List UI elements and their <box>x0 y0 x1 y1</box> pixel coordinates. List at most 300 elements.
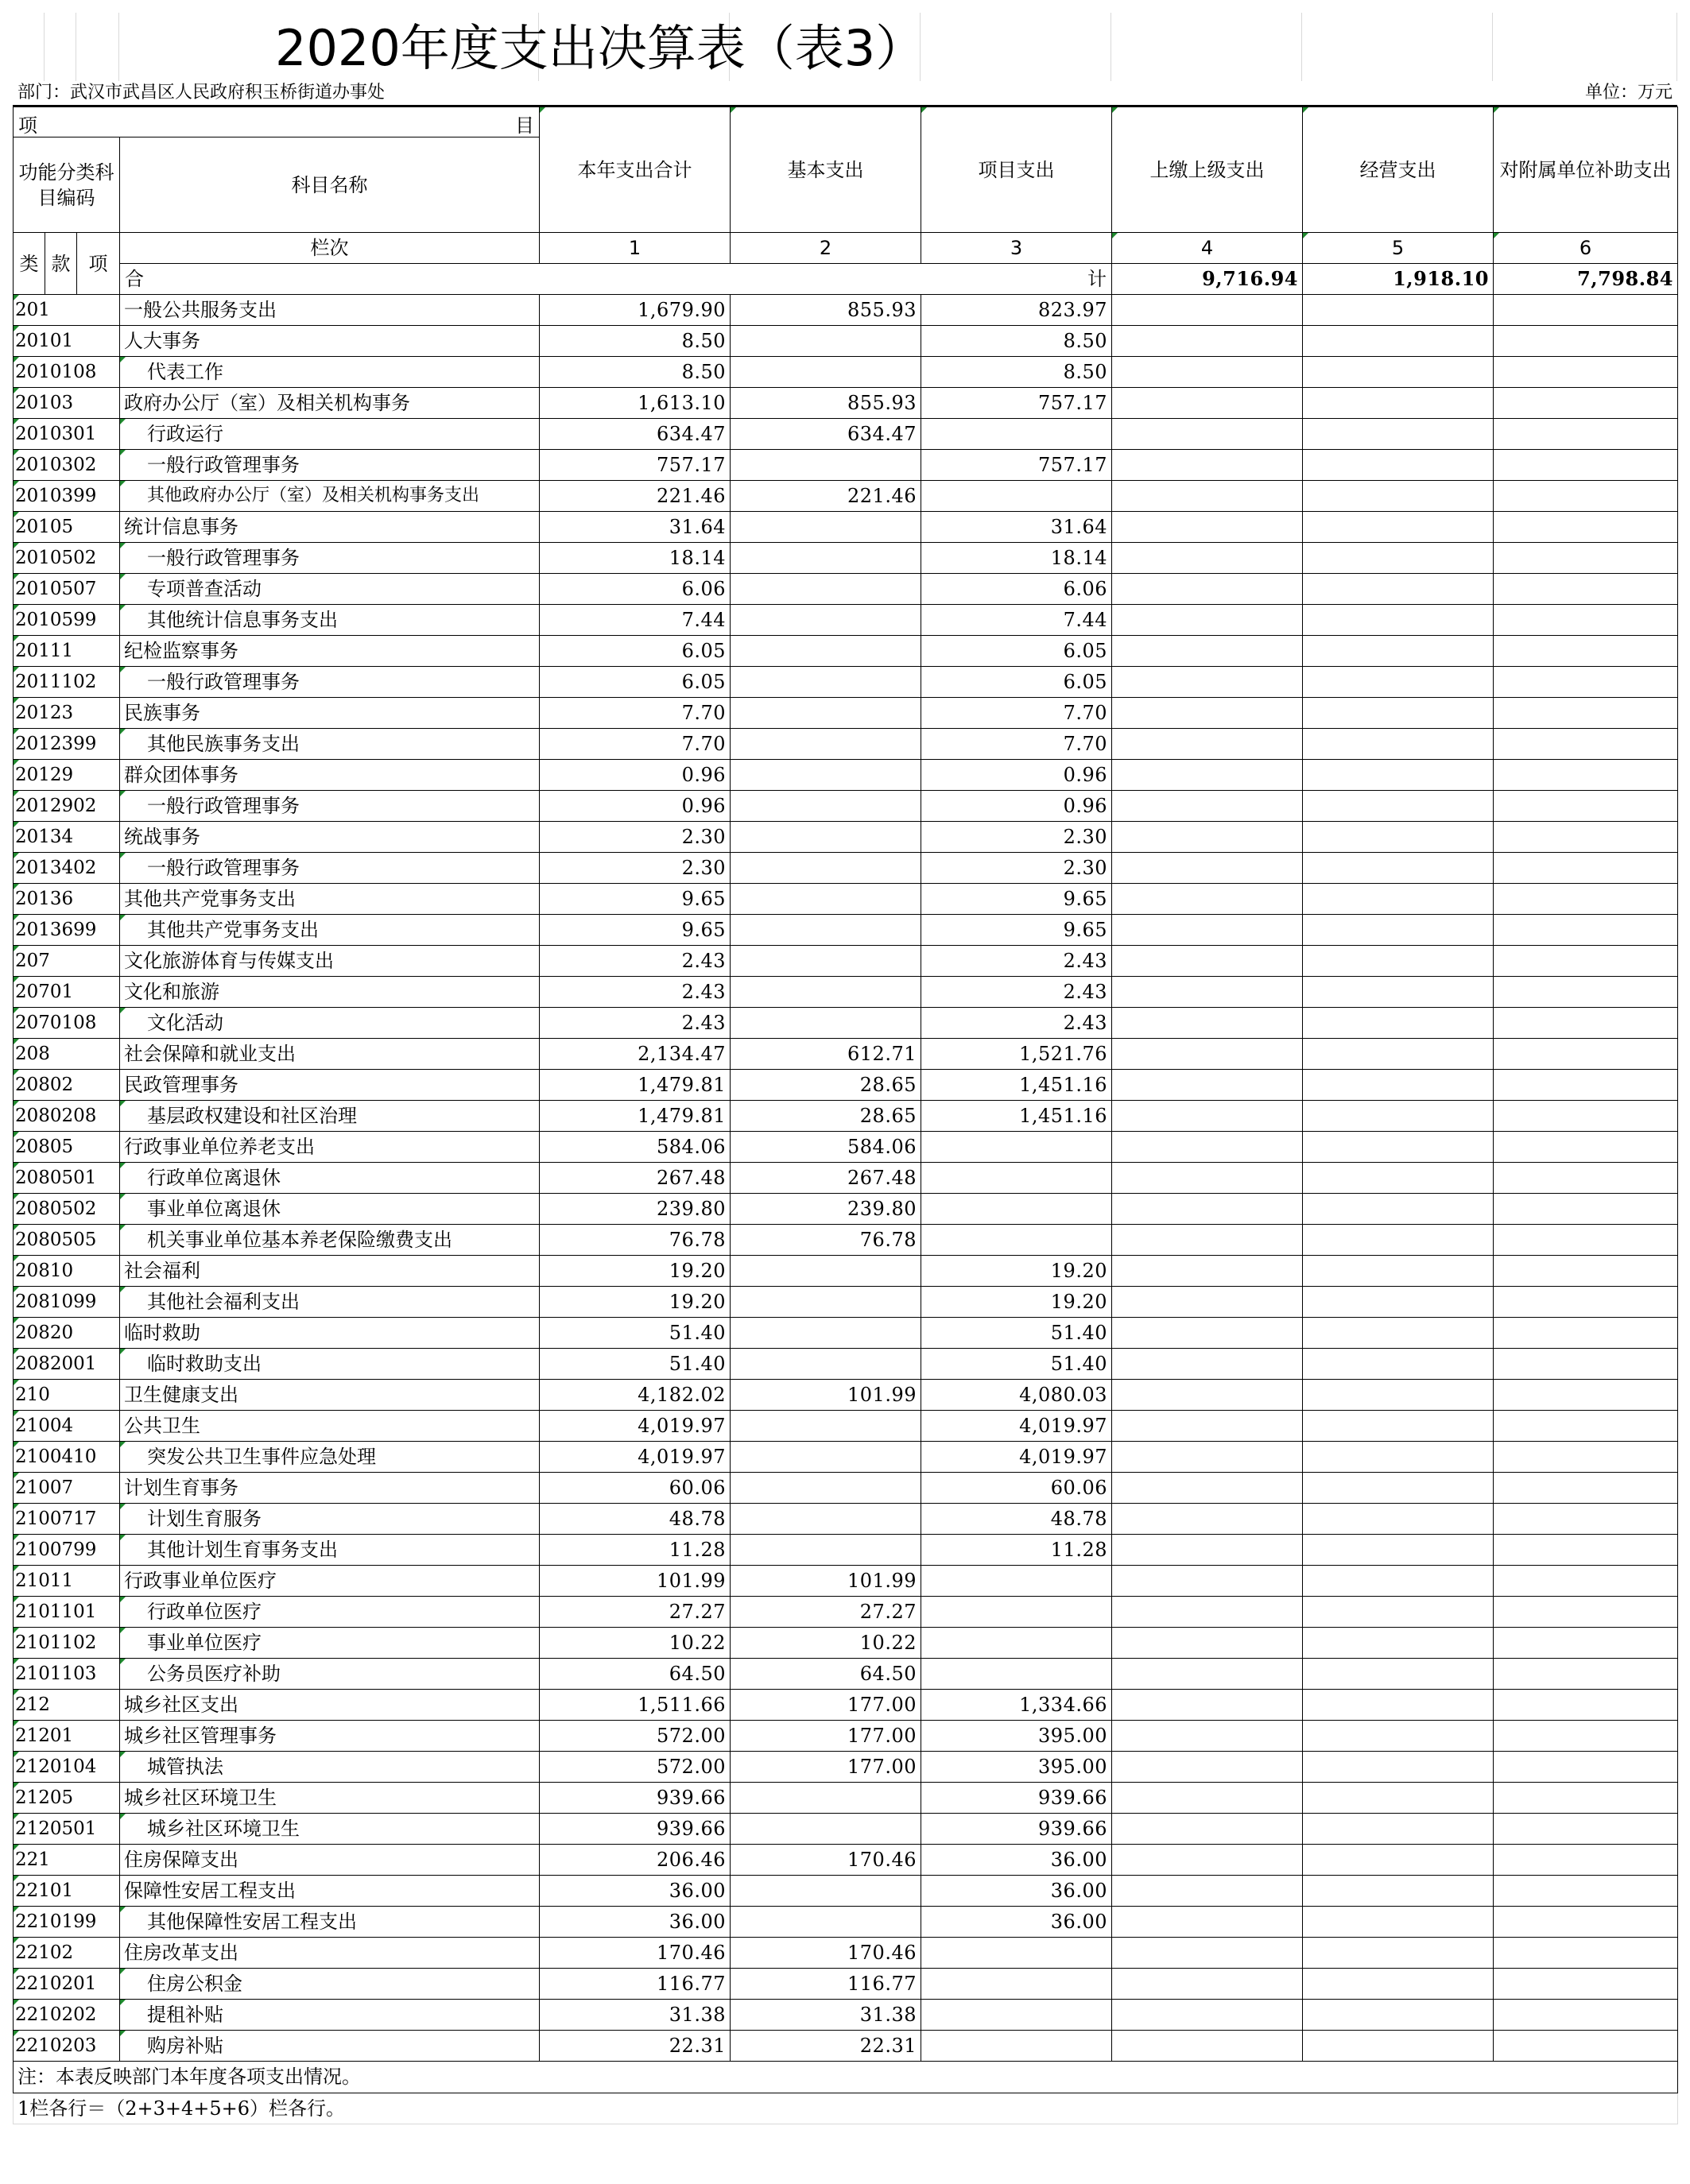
table-row <box>14 853 1678 884</box>
row-basic: 101.99 <box>731 1380 921 1411</box>
row-name: 事业单位医疗 <box>120 1628 540 1659</box>
expenditure-report-sheet <box>13 13 1677 2124</box>
row-name: 住房改革支出 <box>120 1938 540 1969</box>
row-name: 代表工作 <box>120 357 540 388</box>
row-business <box>1303 295 1494 326</box>
row-upper <box>1112 1690 1303 1721</box>
table-row <box>14 1287 1678 1318</box>
row-total: 0.96 <box>540 791 731 822</box>
row-basic <box>731 946 921 977</box>
row-code: 20123 <box>14 698 120 729</box>
header-item-left: 项 <box>18 114 37 137</box>
row-total: 757.17 <box>540 450 731 481</box>
row-name: 文化和旅游 <box>120 977 540 1008</box>
row-subsidy <box>1494 450 1678 481</box>
row-code: 201 <box>14 295 120 326</box>
row-subsidy <box>1494 1442 1678 1473</box>
row-subsidy <box>1494 822 1678 853</box>
row-basic: 31.38 <box>731 2000 921 2031</box>
table-row <box>14 698 1678 729</box>
row-basic: 28.65 <box>731 1101 921 1132</box>
table-row <box>14 1907 1678 1938</box>
table-row <box>14 295 1678 326</box>
row-name: 民族事务 <box>120 698 540 729</box>
row-basic <box>731 1008 921 1039</box>
row-project <box>921 1163 1112 1194</box>
row-basic: 22.31 <box>731 2031 921 2062</box>
row-upper <box>1112 1752 1303 1783</box>
row-name: 行政运行 <box>120 419 540 450</box>
row-name: 其他统计信息事务支出 <box>120 605 540 636</box>
row-total: 2.43 <box>540 977 731 1008</box>
row-subsidy <box>1494 760 1678 791</box>
row-upper <box>1112 1659 1303 1690</box>
row-business <box>1303 698 1494 729</box>
row-code: 2013699 <box>14 915 120 946</box>
row-name: 其他计划生育事务支出 <box>120 1535 540 1566</box>
row-subsidy <box>1494 1876 1678 1907</box>
row-subsidy <box>1494 1845 1678 1876</box>
row-total: 7.70 <box>540 698 731 729</box>
row-project <box>921 1969 1112 2000</box>
row-name: 城乡社区管理事务 <box>120 1721 540 1752</box>
row-business <box>1303 1938 1494 1969</box>
row-upper <box>1112 1101 1303 1132</box>
row-name: 民政管理事务 <box>120 1070 540 1101</box>
row-name: 其他社会福利支出 <box>120 1287 540 1318</box>
table-row <box>14 1473 1678 1504</box>
row-name: 文化活动 <box>120 1008 540 1039</box>
row-code: 20810 <box>14 1256 120 1287</box>
row-code: 210 <box>14 1380 120 1411</box>
row-basic: 76.78 <box>731 1225 921 1256</box>
row-project: 51.40 <box>921 1318 1112 1349</box>
row-business <box>1303 1783 1494 1814</box>
row-basic <box>731 1442 921 1473</box>
row-project: 48.78 <box>921 1504 1112 1535</box>
row-upper <box>1112 1442 1303 1473</box>
row-total: 4,182.02 <box>540 1380 731 1411</box>
row-total: 206.46 <box>540 1845 731 1876</box>
row-project <box>921 481 1112 512</box>
row-total: 18.14 <box>540 543 731 574</box>
row-subsidy <box>1494 1256 1678 1287</box>
row-project: 4,019.97 <box>921 1442 1112 1473</box>
table-row <box>14 822 1678 853</box>
row-code: 2010502 <box>14 543 120 574</box>
row-code: 2210199 <box>14 1907 120 1938</box>
row-total: 267.48 <box>540 1163 731 1194</box>
row-total: 634.47 <box>540 419 731 450</box>
note-row-2 <box>14 2093 1678 2124</box>
row-total: 584.06 <box>540 1132 731 1163</box>
row-total: 6.05 <box>540 667 731 698</box>
row-project: 6.06 <box>921 574 1112 605</box>
row-total: 2.43 <box>540 1008 731 1039</box>
row-basic: 101.99 <box>731 1566 921 1597</box>
row-project: 4,080.03 <box>921 1380 1112 1411</box>
header-col-basic: 基本支出 <box>731 107 921 233</box>
row-subsidy <box>1494 1907 1678 1938</box>
row-name: 其他共产党事务支出 <box>120 915 540 946</box>
row-project: 36.00 <box>921 1845 1112 1876</box>
row-name: 文化旅游体育与传媒支出 <box>120 946 540 977</box>
row-code: 2010507 <box>14 574 120 605</box>
row-basic: 855.93 <box>731 295 921 326</box>
row-project: 2.43 <box>921 1008 1112 1039</box>
row-total: 8.50 <box>540 326 731 357</box>
row-project: 8.50 <box>921 357 1112 388</box>
row-total: 76.78 <box>540 1225 731 1256</box>
row-project: 2.30 <box>921 853 1112 884</box>
row-project <box>921 1194 1112 1225</box>
row-name: 事业单位离退休 <box>120 1194 540 1225</box>
row-name: 一般行政管理事务 <box>120 450 540 481</box>
row-upper <box>1112 543 1303 574</box>
row-upper <box>1112 1070 1303 1101</box>
row-total: 19.20 <box>540 1287 731 1318</box>
row-project: 31.64 <box>921 512 1112 543</box>
row-business <box>1303 1566 1494 1597</box>
row-name: 社会保障和就业支出 <box>120 1039 540 1070</box>
row-upper <box>1112 357 1303 388</box>
row-code: 2120104 <box>14 1752 120 1783</box>
total-sum: 9,716.94 <box>1112 264 1303 295</box>
row-subsidy <box>1494 1628 1678 1659</box>
row-code: 2101103 <box>14 1659 120 1690</box>
row-subsidy <box>1494 481 1678 512</box>
row-code: 2011102 <box>14 667 120 698</box>
table-row <box>14 1070 1678 1101</box>
row-name: 突发公共卫生事件应急处理 <box>120 1442 540 1473</box>
table-row <box>14 1876 1678 1907</box>
table-row <box>14 1938 1678 1969</box>
row-business <box>1303 1318 1494 1349</box>
row-project <box>921 1132 1112 1163</box>
row-basic <box>731 1318 921 1349</box>
row-code: 2120501 <box>14 1814 120 1845</box>
row-upper <box>1112 729 1303 760</box>
table-row <box>14 636 1678 667</box>
row-total: 7.70 <box>540 729 731 760</box>
row-business <box>1303 822 1494 853</box>
col-number-6: 6 <box>1494 233 1678 264</box>
table-row <box>14 543 1678 574</box>
row-name: 其他保障性安居工程支出 <box>120 1907 540 1938</box>
row-project: 0.96 <box>921 791 1112 822</box>
table-row <box>14 1101 1678 1132</box>
row-project: 36.00 <box>921 1876 1112 1907</box>
table-row <box>14 729 1678 760</box>
row-code: 2080208 <box>14 1101 120 1132</box>
row-subsidy <box>1494 1349 1678 1380</box>
row-basic <box>731 1814 921 1845</box>
row-name: 临时救助支出 <box>120 1349 540 1380</box>
row-total: 0.96 <box>540 760 731 791</box>
row-business <box>1303 1442 1494 1473</box>
row-upper <box>1112 1256 1303 1287</box>
row-upper <box>1112 295 1303 326</box>
row-business <box>1303 1411 1494 1442</box>
row-subsidy <box>1494 295 1678 326</box>
header-col-total: 本年支出合计 <box>540 107 731 233</box>
row-upper <box>1112 791 1303 822</box>
row-project: 395.00 <box>921 1721 1112 1752</box>
row-project: 395.00 <box>921 1752 1112 1783</box>
unit-label: 单位：万元 <box>1584 83 1673 103</box>
row-business <box>1303 946 1494 977</box>
row-business <box>1303 1907 1494 1938</box>
row-subsidy <box>1494 791 1678 822</box>
row-subsidy <box>1494 1659 1678 1690</box>
row-subsidy <box>1494 1318 1678 1349</box>
row-subsidy <box>1494 1566 1678 1597</box>
row-project: 7.44 <box>921 605 1112 636</box>
row-subsidy <box>1494 915 1678 946</box>
total-basic: 1,918.10 <box>1303 264 1494 295</box>
table-row <box>14 1721 1678 1752</box>
row-upper <box>1112 1008 1303 1039</box>
row-upper <box>1112 698 1303 729</box>
report-title: 2020年度支出决算表（表3） <box>275 19 925 77</box>
row-upper <box>1112 1628 1303 1659</box>
row-total: 48.78 <box>540 1504 731 1535</box>
row-upper <box>1112 1783 1303 1814</box>
row-total: 2,134.47 <box>540 1039 731 1070</box>
row-basic: 170.46 <box>731 1938 921 1969</box>
table-row <box>14 1535 1678 1566</box>
row-total: 6.05 <box>540 636 731 667</box>
row-code: 2080505 <box>14 1225 120 1256</box>
row-upper <box>1112 1566 1303 1597</box>
row-project: 6.05 <box>921 667 1112 698</box>
table-row <box>14 357 1678 388</box>
row-total: 4,019.97 <box>540 1411 731 1442</box>
row-project: 2.30 <box>921 822 1112 853</box>
row-subsidy <box>1494 605 1678 636</box>
row-subsidy <box>1494 1814 1678 1845</box>
row-upper <box>1112 1132 1303 1163</box>
row-basic: 267.48 <box>731 1163 921 1194</box>
row-basic <box>731 1535 921 1566</box>
row-business <box>1303 636 1494 667</box>
row-subsidy <box>1494 1783 1678 1814</box>
row-upper <box>1112 1504 1303 1535</box>
row-name: 城乡社区环境卫生 <box>120 1814 540 1845</box>
col-number-2: 2 <box>731 233 921 264</box>
row-business <box>1303 667 1494 698</box>
notes-table <box>13 2062 1678 2124</box>
row-code: 20820 <box>14 1318 120 1349</box>
row-business <box>1303 357 1494 388</box>
row-subsidy <box>1494 1969 1678 2000</box>
table-row <box>14 1380 1678 1411</box>
table-row <box>14 1411 1678 1442</box>
row-total: 36.00 <box>540 1907 731 1938</box>
row-subsidy <box>1494 512 1678 543</box>
row-name: 购房补贴 <box>120 2031 540 2062</box>
row-business <box>1303 574 1494 605</box>
row-business <box>1303 1287 1494 1318</box>
row-subsidy <box>1494 543 1678 574</box>
row-business <box>1303 1008 1494 1039</box>
table-row <box>14 1194 1678 1225</box>
row-name: 提租补贴 <box>120 2000 540 2031</box>
row-business <box>1303 605 1494 636</box>
row-upper <box>1112 574 1303 605</box>
row-subsidy <box>1494 326 1678 357</box>
row-code: 2010302 <box>14 450 120 481</box>
total-row <box>14 264 1678 295</box>
row-project: 19.20 <box>921 1287 1112 1318</box>
row-total: 1,479.81 <box>540 1101 731 1132</box>
row-business <box>1303 915 1494 946</box>
row-name: 一般行政管理事务 <box>120 791 540 822</box>
row-basic <box>731 698 921 729</box>
row-name: 一般行政管理事务 <box>120 667 540 698</box>
row-basic <box>731 326 921 357</box>
row-total: 36.00 <box>540 1876 731 1907</box>
row-name: 其他民族事务支出 <box>120 729 540 760</box>
row-code: 2100717 <box>14 1504 120 1535</box>
row-upper <box>1112 1876 1303 1907</box>
row-project: 11.28 <box>921 1535 1112 1566</box>
row-code: 2010399 <box>14 481 120 512</box>
row-upper <box>1112 853 1303 884</box>
header-lei: 类 <box>14 233 45 295</box>
row-name: 一般行政管理事务 <box>120 853 540 884</box>
row-basic <box>731 1504 921 1535</box>
row-code: 221 <box>14 1845 120 1876</box>
row-subsidy <box>1494 698 1678 729</box>
row-subsidy <box>1494 1690 1678 1721</box>
row-project: 4,019.97 <box>921 1411 1112 1442</box>
row-code: 20805 <box>14 1132 120 1163</box>
row-name: 群众团体事务 <box>120 760 540 791</box>
row-business <box>1303 1721 1494 1752</box>
row-name: 城管执法 <box>120 1752 540 1783</box>
row-code: 2012399 <box>14 729 120 760</box>
table-row <box>14 1659 1678 1690</box>
table-row <box>14 1039 1678 1070</box>
row-code: 2070108 <box>14 1008 120 1039</box>
row-upper <box>1112 946 1303 977</box>
row-business <box>1303 1225 1494 1256</box>
department-row <box>13 81 1677 106</box>
table-row <box>14 1690 1678 1721</box>
row-basic: 584.06 <box>731 1132 921 1163</box>
row-business <box>1303 1752 1494 1783</box>
row-code: 2210202 <box>14 2000 120 2031</box>
row-upper <box>1112 915 1303 946</box>
row-upper <box>1112 481 1303 512</box>
row-total: 1,479.81 <box>540 1070 731 1101</box>
row-code: 20105 <box>14 512 120 543</box>
row-project: 2.43 <box>921 946 1112 977</box>
col-number-3: 3 <box>921 233 1112 264</box>
row-subsidy <box>1494 574 1678 605</box>
row-project: 939.66 <box>921 1814 1112 1845</box>
row-basic <box>731 1907 921 1938</box>
row-business <box>1303 1101 1494 1132</box>
row-basic: 10.22 <box>731 1628 921 1659</box>
row-project: 1,451.16 <box>921 1070 1112 1101</box>
row-subsidy <box>1494 1504 1678 1535</box>
row-business <box>1303 853 1494 884</box>
row-code: 2101102 <box>14 1628 120 1659</box>
row-code: 21004 <box>14 1411 120 1442</box>
table-row <box>14 2000 1678 2031</box>
row-subsidy <box>1494 853 1678 884</box>
row-upper <box>1112 1597 1303 1628</box>
row-project <box>921 1597 1112 1628</box>
row-project: 823.97 <box>921 295 1112 326</box>
note-line-1: 注：本表反映部门本年度各项支出情况。 <box>14 2062 1678 2093</box>
row-subsidy <box>1494 1225 1678 1256</box>
row-basic: 116.77 <box>731 1969 921 2000</box>
row-total: 8.50 <box>540 357 731 388</box>
row-upper <box>1112 1535 1303 1566</box>
row-subsidy <box>1494 667 1678 698</box>
row-project: 8.50 <box>921 326 1112 357</box>
row-code: 20701 <box>14 977 120 1008</box>
row-total: 11.28 <box>540 1535 731 1566</box>
table-row <box>14 760 1678 791</box>
row-total: 31.38 <box>540 2000 731 2031</box>
row-code: 22102 <box>14 1938 120 1969</box>
row-total: 9.65 <box>540 915 731 946</box>
row-project <box>921 1659 1112 1690</box>
row-code: 212 <box>14 1690 120 1721</box>
row-name: 纪检监察事务 <box>120 636 540 667</box>
row-subsidy <box>1494 2000 1678 2031</box>
row-business <box>1303 1690 1494 1721</box>
row-basic <box>731 574 921 605</box>
row-business <box>1303 1473 1494 1504</box>
header-col-upper: 上缴上级支出 <box>1112 107 1303 233</box>
row-business <box>1303 977 1494 1008</box>
row-upper <box>1112 1473 1303 1504</box>
row-basic: 177.00 <box>731 1690 921 1721</box>
row-total: 2.43 <box>540 946 731 977</box>
row-business <box>1303 450 1494 481</box>
row-project: 60.06 <box>921 1473 1112 1504</box>
row-total: 6.06 <box>540 574 731 605</box>
row-basic <box>731 1256 921 1287</box>
expenditure-table <box>13 106 1678 2062</box>
row-business <box>1303 419 1494 450</box>
row-subsidy <box>1494 1287 1678 1318</box>
row-name: 社会福利 <box>120 1256 540 1287</box>
row-basic <box>731 605 921 636</box>
row-subsidy <box>1494 1938 1678 1969</box>
row-basic <box>731 636 921 667</box>
row-upper <box>1112 1225 1303 1256</box>
row-basic <box>731 729 921 760</box>
row-basic: 177.00 <box>731 1752 921 1783</box>
row-subsidy <box>1494 977 1678 1008</box>
table-row <box>14 1225 1678 1256</box>
row-upper <box>1112 977 1303 1008</box>
table-row <box>14 1566 1678 1597</box>
row-code: 20136 <box>14 884 120 915</box>
row-upper <box>1112 1163 1303 1194</box>
row-code: 21201 <box>14 1721 120 1752</box>
row-name: 保障性安居工程支出 <box>120 1876 540 1907</box>
header-row-item <box>14 107 1678 137</box>
row-total: 221.46 <box>540 481 731 512</box>
row-code: 20802 <box>14 1070 120 1101</box>
